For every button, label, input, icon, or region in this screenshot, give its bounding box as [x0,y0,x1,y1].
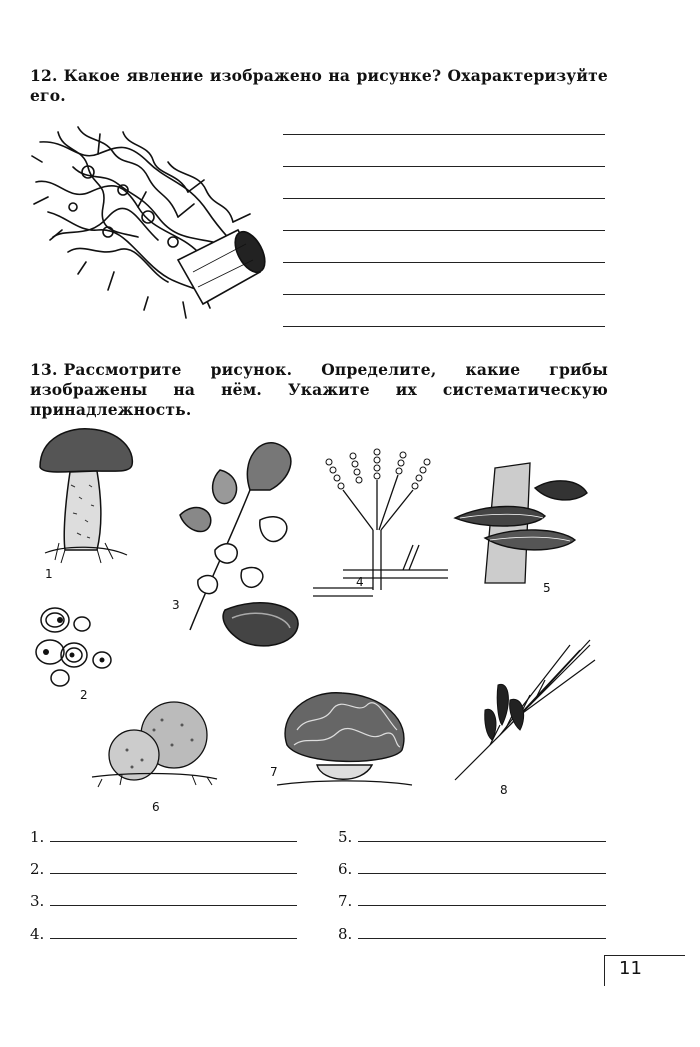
answer-blank-3[interactable] [50,904,297,906]
answer-line-q12-4[interactable] [283,230,605,231]
answer-row-8[interactable] [338,923,606,943]
answer-line-q12-7[interactable] [283,326,605,327]
answer-row-4[interactable] [30,923,297,943]
question-12-number: 12. [30,66,58,85]
ergot-8-rye-spike [450,640,600,790]
figure-label-2: 2 [80,688,88,702]
answer-line-q12-1[interactable] [283,134,605,135]
answer-blank-2[interactable] [50,872,297,874]
answer-blank-4[interactable] [50,937,297,939]
answer-blank-8[interactable] [358,937,606,939]
answer-number-7: 7. [338,892,353,910]
figure-label-1: 1 [45,567,53,581]
answer-line-q12-2[interactable] [283,166,605,167]
mold-4-penicillium [303,440,453,605]
answer-row-1[interactable] [30,826,297,846]
question-12-body: Какое явление изображено на рисунке? Охарактеризуйте его. [30,66,608,105]
answer-row-5[interactable] [338,826,606,846]
question-13-body: Рассмотрите рисунок. Определите, какие грибы изображены на нём. Укажите их систематическую принадлежность. [30,360,608,419]
figure-label-3: 3 [172,598,180,612]
yeast-cells-2 [30,600,125,690]
bracket-fungus-5 [455,458,590,588]
answer-row-3[interactable] [30,890,297,910]
figure-label-7: 7 [270,765,278,779]
figure-label-4: 4 [356,575,364,589]
question-12-text [30,66,608,106]
page-number-box [604,955,685,986]
mushroom-1-boletus [35,425,135,565]
question-13-text [30,360,608,420]
answer-line-q12-5[interactable] [283,262,605,263]
answer-line-q12-6[interactable] [283,294,605,295]
answer-number-5: 5. [338,828,353,846]
figure-label-8: 8 [500,783,508,797]
question-13-number: 13. [30,360,58,379]
answer-line-q12-3[interactable] [283,198,605,199]
mushroom-7-gyromitra [272,685,417,795]
figure-label-6: 6 [152,800,160,814]
puffballs-6 [92,695,217,790]
answer-number-4: 4. [30,925,45,943]
answer-blank-1[interactable] [50,840,297,842]
answer-row-2[interactable] [30,858,297,878]
answer-number-6: 6. [338,860,353,878]
figure-label-5: 5 [543,581,551,595]
answer-row-7[interactable] [338,890,606,910]
mycorrhiza-illustration [28,122,264,322]
answer-blank-5[interactable] [358,840,606,842]
answer-number-3: 3. [30,892,45,910]
answer-blank-7[interactable] [358,904,606,906]
answer-number-1: 1. [30,828,45,846]
answer-row-6[interactable] [338,858,606,878]
answer-number-8: 8. [338,925,353,943]
page-number: 11 [619,958,642,979]
plant-3-infected-leaf [170,430,315,660]
answer-number-2: 2. [30,860,45,878]
answer-blank-6[interactable] [358,872,606,874]
